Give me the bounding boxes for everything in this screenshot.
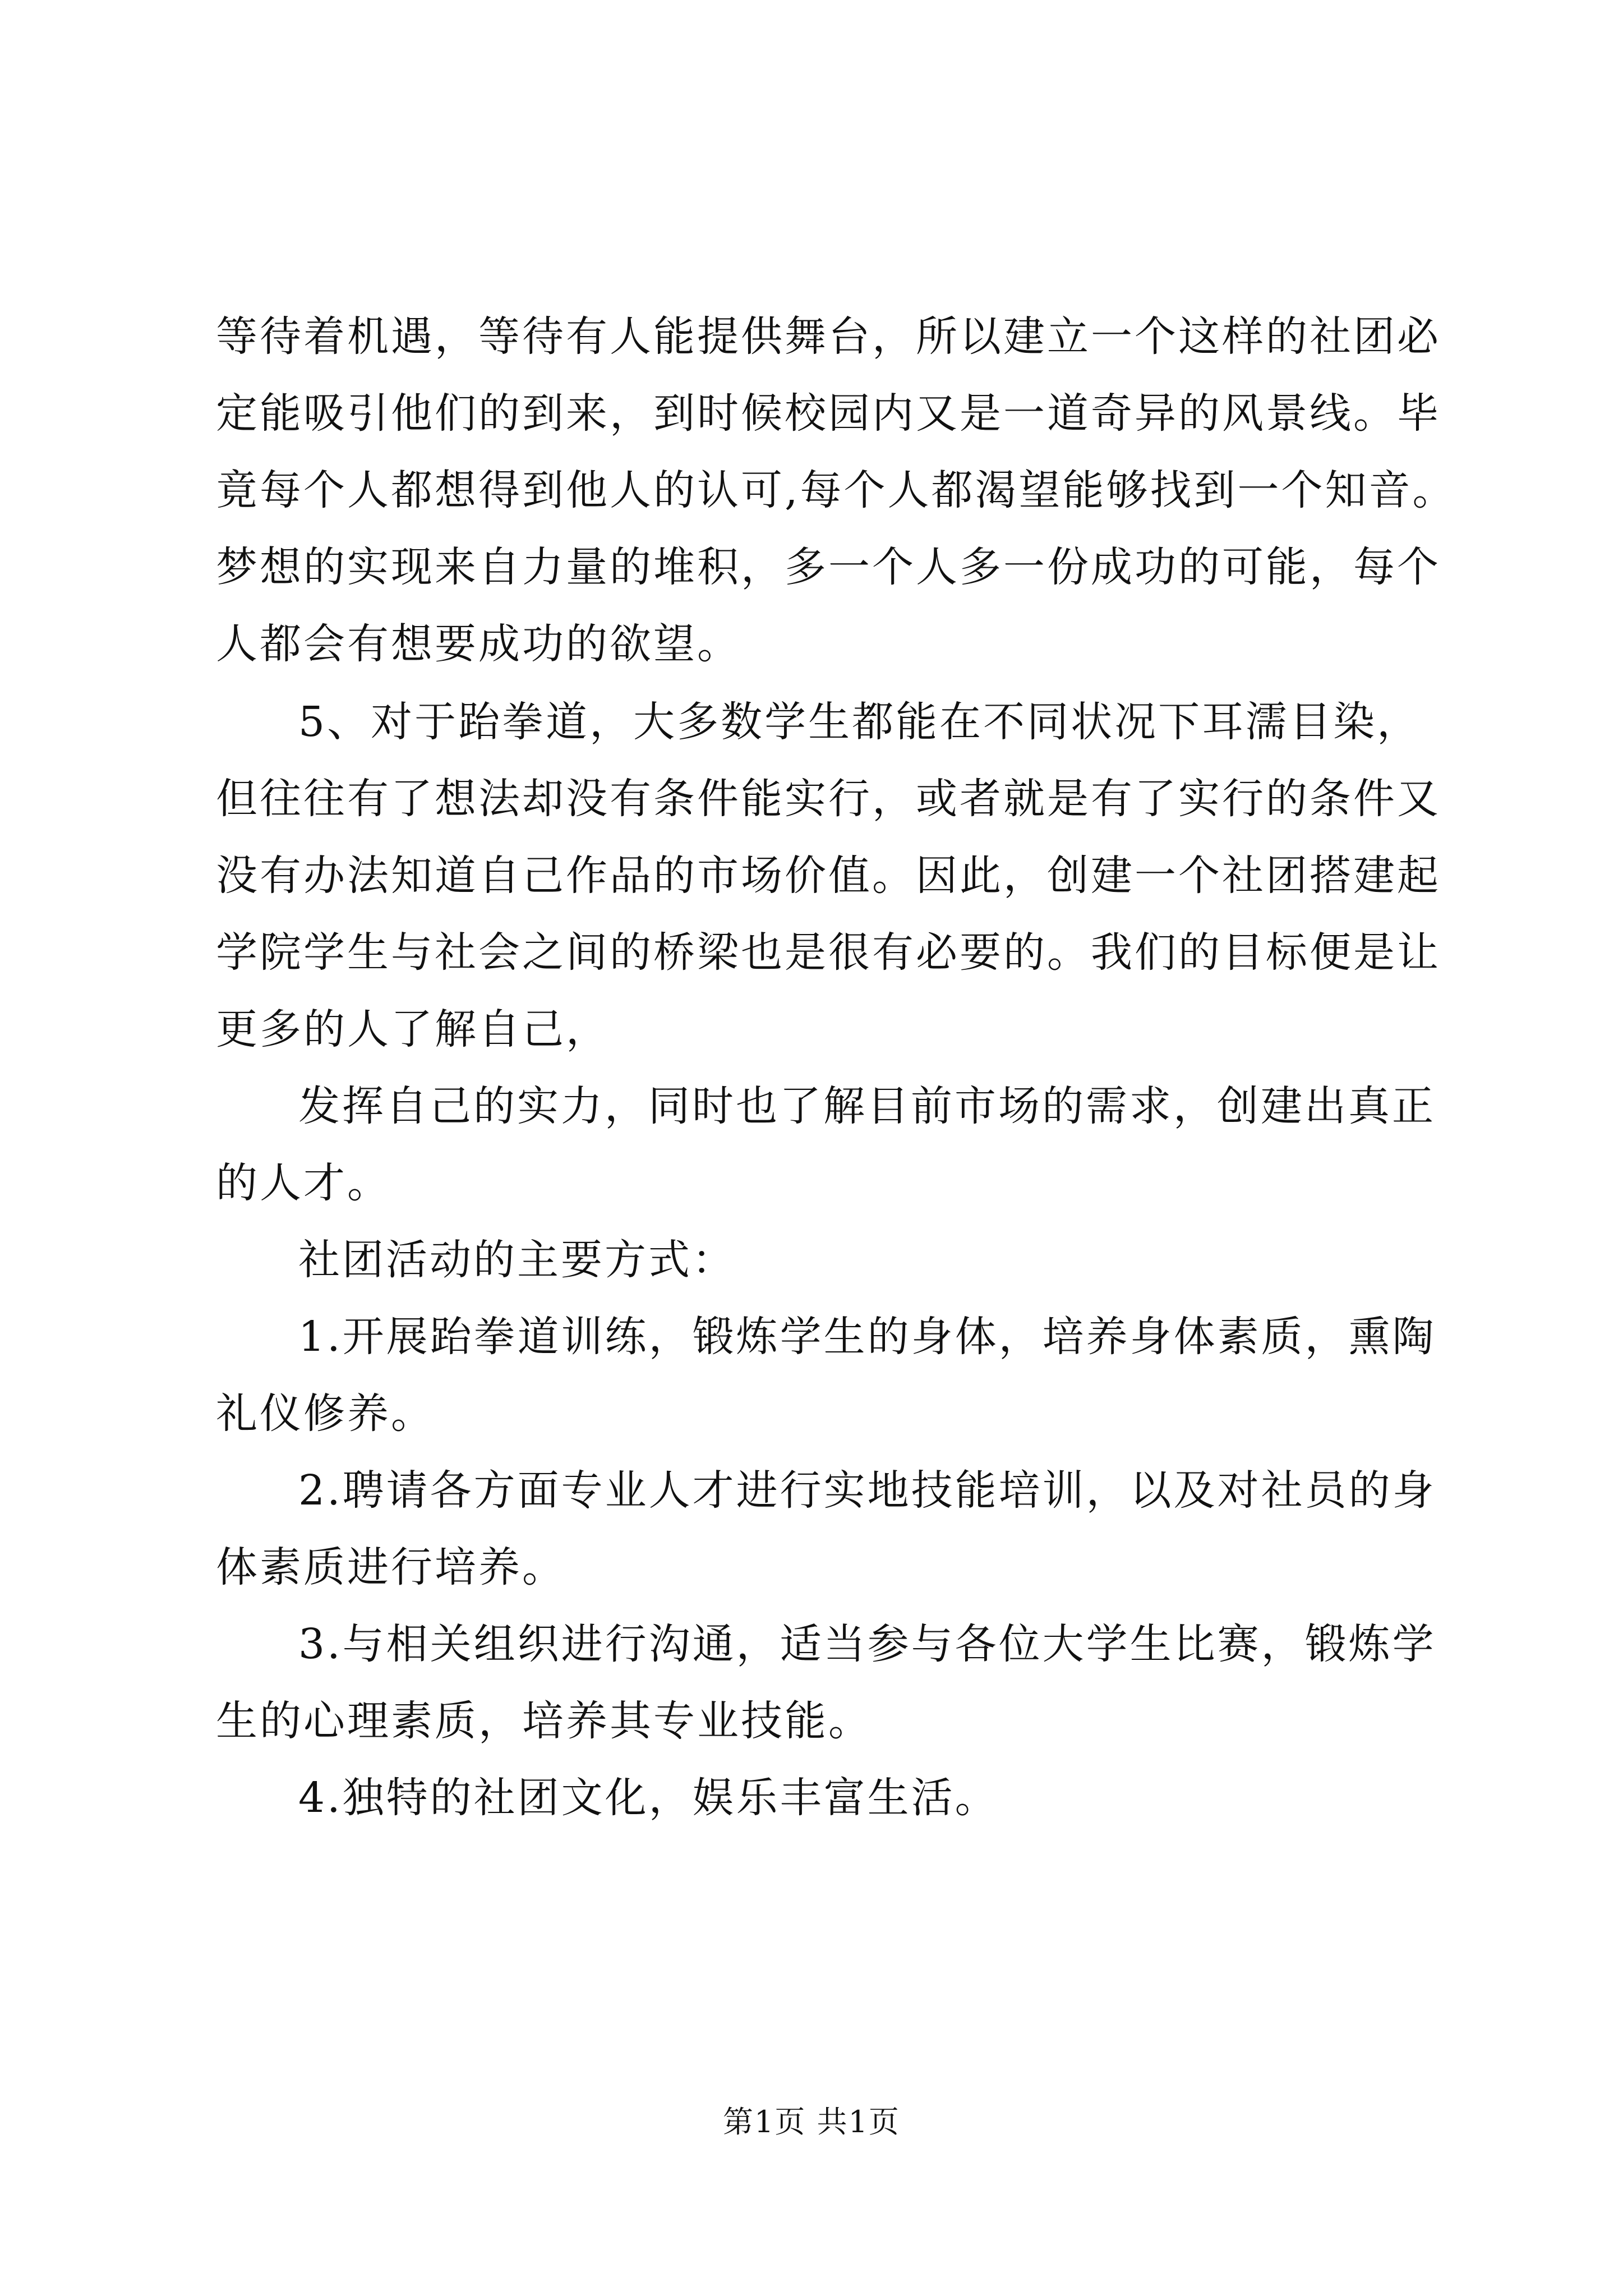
text-line: 2.聘请各方面专业人才进行实地技能培训，以及对社员的身 (298, 1466, 1436, 1515)
text-line: 体素质进行培养。 (216, 1543, 566, 1591)
text-line: 1.开展跆拳道训练，锻炼学生的身体，培养身体素质，熏陶 (298, 1313, 1436, 1361)
text-line: 定能吸引他们的到来，到时候校园内又是一道奇异的风景线。毕 (216, 389, 1441, 438)
text-line: 等待着机遇，等待有人能提供舞台，所以建立一个这样的社团必 (216, 312, 1441, 361)
text-line: 没有办法知道自己作品的市场价值。因此，创建一个社团搭建起 (216, 852, 1441, 900)
text-line: 人都会有想要成功的欲望。 (216, 620, 741, 668)
text-line: 4.独特的社团文化，娱乐丰富生活。 (298, 1774, 999, 1822)
text-line: 更多的人了解自己， (216, 1005, 610, 1053)
text-line: 竟每个人都想得到他人的认可,每个人都渴望能够找到一个知音。 (216, 466, 1456, 514)
text-line: 但往往有了想法却没有条件能实行，或者就是有了实行的条件又 (216, 775, 1441, 823)
text-line: 3.与相关组织进行沟通，适当参与各位大学生比赛，锻炼学 (298, 1620, 1436, 1668)
text-line: 梦想的实现来自力量的堆积，多一个人多一份成功的可能，每个 (216, 543, 1441, 591)
text-line: 生的心理素质，培养其专业技能。 (216, 1697, 872, 1745)
text-line: 的人才。 (216, 1159, 391, 1207)
text-line: 礼仪修养。 (216, 1389, 435, 1438)
text-line: 5、对于跆拳道，大多数学生都能在不同状况下耳濡目染， (298, 698, 1421, 746)
text-line: 学院学生与社会之间的桥梁也是很有必要的。我们的目标便是让 (216, 928, 1441, 977)
page-footer: 第1页 共1页 (723, 2104, 900, 2139)
text-line: 发挥自己的实力，同时也了解目前市场的需求，创建出真正 (298, 1082, 1436, 1130)
text-line: 社团活动的主要方式： (298, 1236, 736, 1284)
